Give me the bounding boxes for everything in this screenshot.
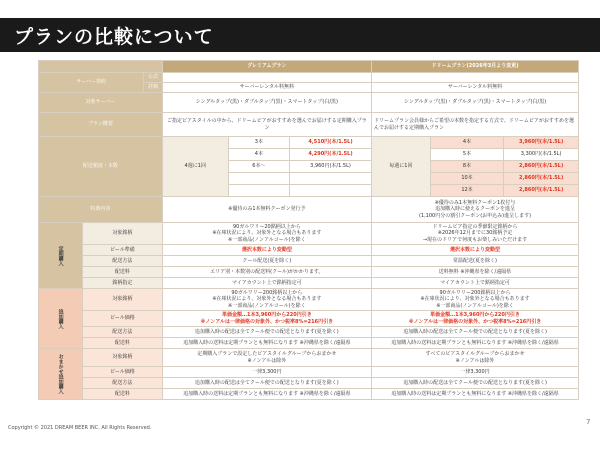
dream-price-0: 3,960円(本/1.5L) bbox=[504, 137, 579, 149]
benefit-label: 特典内容 bbox=[39, 197, 163, 223]
header-dream: ドリームプラン(2026年3月より変更) bbox=[372, 61, 579, 73]
target-server-dream: シングルタップ(黒)・ダブルタップ(黒)・スマートタップ(白/黒) bbox=[372, 93, 579, 113]
s1-dream-3: 送料無料 ※沖縄県を除く/遠隔県 bbox=[372, 267, 579, 278]
section1-title: 定期購入 bbox=[39, 223, 83, 289]
premium-price-empty-4 bbox=[289, 185, 371, 197]
server-premium-1 bbox=[162, 73, 371, 83]
page-title: プランの比較について bbox=[14, 26, 214, 48]
s3-label-0: 対象銘柄 bbox=[83, 349, 163, 367]
server-sub2: 詳細 bbox=[144, 83, 162, 93]
s3-label-1: ビール価格 bbox=[83, 367, 163, 378]
premium-count-empty-3 bbox=[228, 173, 289, 185]
overview-label: プラン概要 bbox=[39, 113, 163, 137]
s2-dream-0: 90ガルワリー200銘柄以上から ※在庫状況により、対象外となる場合もあります ※一部商品(ノンアルコール)を除く bbox=[372, 289, 579, 311]
s3-premium-3: 追加購入時の送料は定期プランとも無料になります ※沖縄県を除く/遠隔県 bbox=[162, 389, 371, 400]
s1-premium-4: マイアカウント上で銘柄指定可 bbox=[162, 278, 371, 289]
s2-premium-0: 90ガルワリー200銘柄以上から ※在庫状況により、対象外となる場合もあります ※一部商品(ノンアルコール)を除く bbox=[162, 289, 371, 311]
premium-price-empty-3 bbox=[289, 173, 371, 185]
s1-dream-4: マイアカウント上で銘柄指定可 bbox=[372, 278, 579, 289]
s3-dream-3: 追加購入時の送料は定期プランとも無料になります ※沖縄県を除く/遠隔県 bbox=[372, 389, 579, 400]
s1-dream-2: 常温配送(夏を除く) bbox=[372, 256, 579, 267]
premium-count-1: 4本 bbox=[228, 149, 289, 161]
plan-comparison-table bbox=[38, 60, 579, 400]
server-label: サーバー契約 bbox=[39, 73, 144, 93]
dream-count-1: 5本 bbox=[430, 149, 503, 161]
delivery-premium-freq: 4週に1回 bbox=[162, 137, 228, 197]
server-premium: サーバーレンタル料無料 bbox=[162, 83, 371, 93]
title-bar bbox=[0, 18, 600, 52]
section2-title: 追加購入 bbox=[39, 289, 83, 349]
dream-count-2: 8本 bbox=[430, 161, 503, 173]
premium-count-empty-4 bbox=[228, 185, 289, 197]
s1-premium-3: エリア別・本数別の配送料(クール)がかかります。 bbox=[162, 267, 371, 278]
dream-price-3: 2,860円(本/1.5L) bbox=[504, 173, 579, 185]
s3-dream-0: すべてのビアスタイルグループからおまかせ ※ノンアルは除外 bbox=[372, 349, 579, 367]
benefit-dream: ※優待のみ1本無料クーポン1枚付与 追加購入時に使えるクーポンを進呈 (1,100円分の割引クーポン(お申込み)進呈します) bbox=[372, 197, 579, 223]
s2-dream-1: 単価金額…1本3,960円から220円引き ※ノンアルは一律価格の対象外、かつ税率8%=216円引き bbox=[372, 311, 579, 327]
overview-premium: ご指定ビアスタイルの中から、ドリームビアがおすすめを選んでお届けする定期購入プラン bbox=[162, 113, 371, 137]
dream-price-2: 2,860円(本/1.5L) bbox=[504, 161, 579, 173]
s1-label-1: ビール準備 bbox=[83, 245, 163, 256]
s2-label-2: 配送方法 bbox=[83, 327, 163, 338]
server-dream: サーバーレンタル料無料 bbox=[372, 83, 579, 93]
s1-premium-0: 90ガルワリー20銘柄以上から ※在庫状況により、対象外となる場合もあります ※一部商品(ノンアルコール)を除く bbox=[162, 223, 371, 245]
s1-label-0: 対象銘柄 bbox=[83, 223, 163, 245]
s1-premium-1: 選択本数により変動型 bbox=[162, 245, 371, 256]
target-server-label: 対象サーバー bbox=[39, 93, 163, 113]
premium-price-2: 3,960円(本/1.5L) bbox=[289, 161, 371, 173]
s2-dream-2: 追加購入時の配送は全てクール便での配送となります(夏を除く) bbox=[372, 327, 579, 338]
s3-dream-2: 追加購入時の配送は全てクール便での配送となります(夏を除く) bbox=[372, 378, 579, 389]
copyright-footer: Copyright © 2021 DREAM BEER INC. All Rights Reserved. bbox=[8, 425, 152, 431]
premium-price-0: 4,510円(本/1.5L) bbox=[289, 137, 371, 149]
premium-price-1: 4,290円(本/1.5L) bbox=[289, 149, 371, 161]
s1-dream-1: 選択本数により変動型 bbox=[372, 245, 579, 256]
s3-label-3: 配送料 bbox=[83, 389, 163, 400]
s3-label-2: 配送方法 bbox=[83, 378, 163, 389]
s1-premium-2: クール配送(夏を除く) bbox=[162, 256, 371, 267]
s3-premium-2: 追加購入時の配送は全てクール便での配送となります(夏を除く) bbox=[162, 378, 371, 389]
dream-count-4: 12本 bbox=[430, 185, 503, 197]
s3-premium-0: 定期購入プランで設定したビアスタイルグループからおまかせ ※ノンアルは除外 bbox=[162, 349, 371, 367]
benefit-premium: ※優待のみ1本無料クーポン発行予 bbox=[162, 197, 371, 223]
dream-count-0: 4本 bbox=[430, 137, 503, 149]
page-number: 7 bbox=[586, 418, 591, 426]
overview-dream: ドリームプラン会員様からご希望の本数を指定する方式で、ドリームビアがおすすめを選んでお届けする定期購入プラン bbox=[372, 113, 579, 137]
s3-dream-1: 一律3,300円 bbox=[372, 367, 579, 378]
dream-count-3: 10本 bbox=[430, 173, 503, 185]
dream-price-4: 2,860円(本/1.5L) bbox=[504, 185, 579, 197]
section3-title: おまかせ追加購入 bbox=[39, 349, 83, 400]
s2-label-1: ビール価格 bbox=[83, 311, 163, 327]
s3-premium-1: 一律3,300円 bbox=[162, 367, 371, 378]
server-sub1: 公式 bbox=[144, 73, 162, 83]
s2-dream-3: 追加購入時の送料は定期プランとも無料になります ※沖縄県を除く/遠隔県 bbox=[372, 338, 579, 349]
s1-dream-0: ドリームビア指定の季節限定銘柄から ※2026年12月までに30銘柄予定 →現在のドリアで何度もお楽しみいただけます bbox=[372, 223, 579, 245]
s2-label-0: 対象銘柄 bbox=[83, 289, 163, 311]
premium-count-2: 6本〜 bbox=[228, 161, 289, 173]
header-premium: プレミアムプラン bbox=[162, 61, 371, 73]
s1-label-2: 配送方法 bbox=[83, 256, 163, 267]
s2-premium-3: 追加購入時の送料は定期プランとも無料になります ※沖縄県を除く/遠隔県 bbox=[162, 338, 371, 349]
server-dream-1 bbox=[372, 73, 579, 83]
s2-premium-2: 追加購入時の配送は全てクール便での配送となります(夏を除く) bbox=[162, 327, 371, 338]
s1-label-3: 配送料 bbox=[83, 267, 163, 278]
s2-label-3: 配送料 bbox=[83, 338, 163, 349]
delivery-dream-freq: 毎週に1回 bbox=[372, 137, 431, 197]
header-blank bbox=[39, 61, 163, 73]
dream-price-1: 3,300円(本/1.5L) bbox=[504, 149, 579, 161]
premium-count-0: 3本 bbox=[228, 137, 289, 149]
target-server-premium: シングルタップ(黒)・ダブルタップ(黒)・スマートタップ(白/黒) bbox=[162, 93, 371, 113]
delivery-label: 配送頻度・本数 bbox=[39, 137, 163, 197]
s2-premium-1: 単価金額…1本3,960円から220円引き ※ノンアルは一律価格の対象外、かつ税率8%=216円引き bbox=[162, 311, 371, 327]
s1-label-4: 銘柄指定 bbox=[83, 278, 163, 289]
